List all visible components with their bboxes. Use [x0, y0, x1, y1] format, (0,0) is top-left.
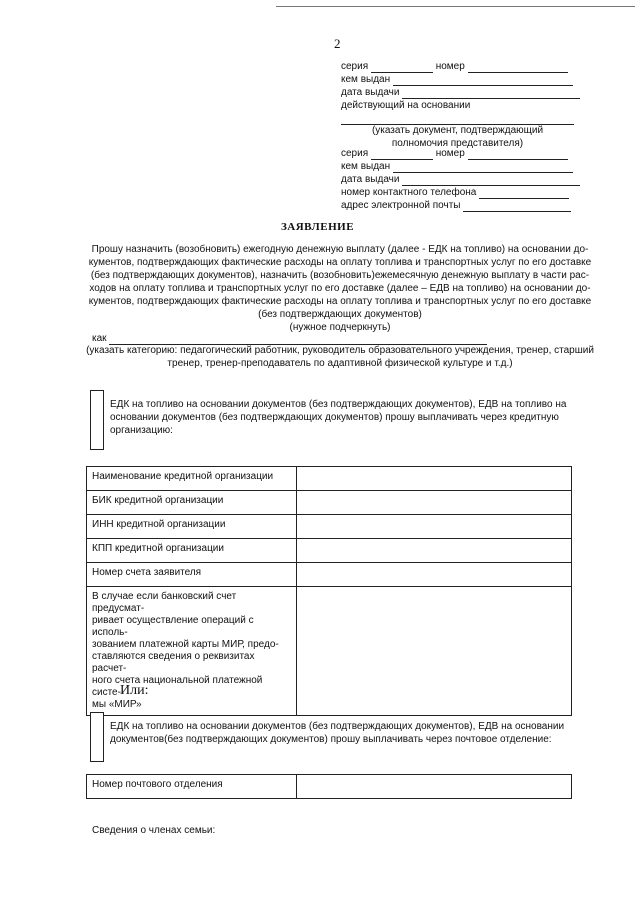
post-option-line: документов(без подтверждающих документов) прошу выплачивать через почтовое отделение: [110, 734, 552, 745]
mir-note-line: В случае если банковский счет предусмат- [92, 591, 237, 614]
post-office-value[interactable] [297, 775, 572, 799]
mir-note-line: ного счета национальной платежной систе- [92, 675, 263, 698]
number-field[interactable] [468, 62, 568, 73]
bik-label: БИК кредитной организации [87, 491, 297, 515]
table-row [87, 539, 572, 563]
applicant-basis-row [341, 100, 470, 112]
kpp-value[interactable] [297, 539, 572, 563]
bank-name-value[interactable] [297, 467, 572, 491]
rep-series-label: серия [341, 148, 369, 159]
bank-option-checkbox[interactable] [90, 390, 104, 450]
mir-note-line: ривает осуществление операций с исполь- [92, 615, 254, 638]
applicant-issue-date-row [341, 87, 580, 99]
table-row [87, 587, 572, 716]
request-line: кументов, подтверждающих фактические расходы на оплату топлива и транспортных услуг по его доставке [88, 296, 592, 307]
bank-option-text [110, 398, 566, 437]
table-row [87, 491, 572, 515]
issued-by-field[interactable] [393, 75, 573, 86]
rep-issued-by-row [341, 161, 573, 173]
rep-issued-by-label: кем выдан [341, 161, 391, 172]
bank-option-line: основании документов (без подтверждающих документов) прошу выплачивать через кредитную [110, 412, 559, 423]
rep-issue-date-label: дата выдачи [341, 174, 400, 185]
issue-date-field[interactable] [402, 88, 580, 99]
rep-series-field[interactable] [371, 149, 433, 160]
as-label: как [92, 333, 107, 344]
bik-value[interactable] [297, 491, 572, 515]
request-paragraph [86, 243, 594, 334]
rep-issue-date-row [341, 174, 580, 186]
rep-doc-note-line2: полномочия представителя) [391, 138, 524, 149]
page-number: 2 [334, 36, 341, 51]
rep-phone-row [341, 187, 569, 199]
request-line: Прошу назначить (возобновить) ежегодную денежную выплату (далее - ЕДК на топливо) на основании до- [91, 244, 589, 255]
phone-field[interactable] [479, 188, 569, 199]
series-field[interactable] [371, 62, 433, 73]
family-members-heading: Сведения о членах семьи: [92, 825, 216, 836]
account-number-label: Номер счета заявителя [87, 563, 297, 587]
post-office-label: Номер почтового отделения [87, 775, 297, 799]
table-row [87, 775, 572, 799]
kpp-label: КПП кредитной организации [87, 539, 297, 563]
issued-by-label: кем выдан [341, 74, 391, 85]
applicant-issued-by-row [341, 74, 573, 86]
post-option-text [110, 720, 564, 746]
table-row [87, 563, 572, 587]
rep-number-label: номер [435, 148, 465, 159]
document-title: ЗАЯВЛЕНИЕ [280, 221, 355, 233]
basis-label: действующий на основании [341, 100, 471, 111]
rep-doc-note [341, 124, 574, 150]
request-line: ходов на оплату топлива и транспортных услуг по его доставке (далее – ЕДВ на топливо) на основании до- [89, 283, 591, 294]
rep-series-row [341, 148, 568, 160]
or-label: Или: [120, 683, 149, 698]
bank-option-line: организацию: [110, 425, 173, 436]
post-office-table [86, 774, 572, 799]
number-label: номер [435, 61, 465, 72]
rep-issued-by-field[interactable] [393, 162, 573, 173]
underline-note: (нужное подчеркнуть) [289, 322, 391, 333]
request-line: (без подтверждающих документов) [258, 309, 422, 320]
rep-doc-note-line1: (указать документ, подтверждающий [371, 125, 544, 136]
top-border-line [276, 6, 635, 7]
category-note-line1: (указать категорию: педагогический работник, руководитель образовательного учреждения, тренер, старший [86, 345, 594, 356]
mir-note-line: ставляются сведения о реквизитах расчет- [92, 651, 255, 674]
post-option-checkbox[interactable] [90, 712, 104, 762]
rep-number-field[interactable] [468, 149, 568, 160]
applicant-series-row [341, 61, 568, 73]
series-label: серия [341, 61, 369, 72]
category-note [86, 344, 594, 370]
bank-name-label: Наименование кредитной организации [87, 467, 297, 491]
bank-details-table [86, 466, 572, 716]
category-note-line2: тренер, тренер-преподаватель по адаптивной физической культуре и т.д.) [167, 358, 513, 369]
email-label: адрес электронной почты [341, 200, 461, 211]
phone-label: номер контактного телефона [341, 187, 477, 198]
bank-option-line: ЕДК на топливо на основании документов (без подтверждающих документов), ЕДВ на топливо на [110, 399, 567, 410]
table-row [87, 515, 572, 539]
inn-label: ИНН кредитной организации [87, 515, 297, 539]
inn-value[interactable] [297, 515, 572, 539]
request-line: кументов, подтверждающих фактические расходы на оплату топлива и транспортных услуг по его доставке [88, 257, 592, 268]
account-number-value[interactable] [297, 563, 572, 587]
mir-note [87, 587, 297, 716]
rep-email-row [341, 200, 571, 212]
mir-note-line: мы «МИР» [92, 699, 142, 710]
email-field[interactable] [463, 201, 571, 212]
request-line: (без подтверждающих документов), назначить (возобновить)ежемесячную денежную выплату в части рас- [90, 270, 590, 281]
rep-issue-date-field[interactable] [402, 175, 580, 186]
mir-note-line: зованием платежной карты МИР, предо- [92, 639, 279, 650]
post-option-line: ЕДК на топливо на основании документов (без подтверждающих документов), ЕДВ на основании [110, 721, 565, 732]
mir-details-value[interactable] [297, 587, 572, 716]
table-row [87, 467, 572, 491]
issue-date-label: дата выдачи [341, 87, 400, 98]
